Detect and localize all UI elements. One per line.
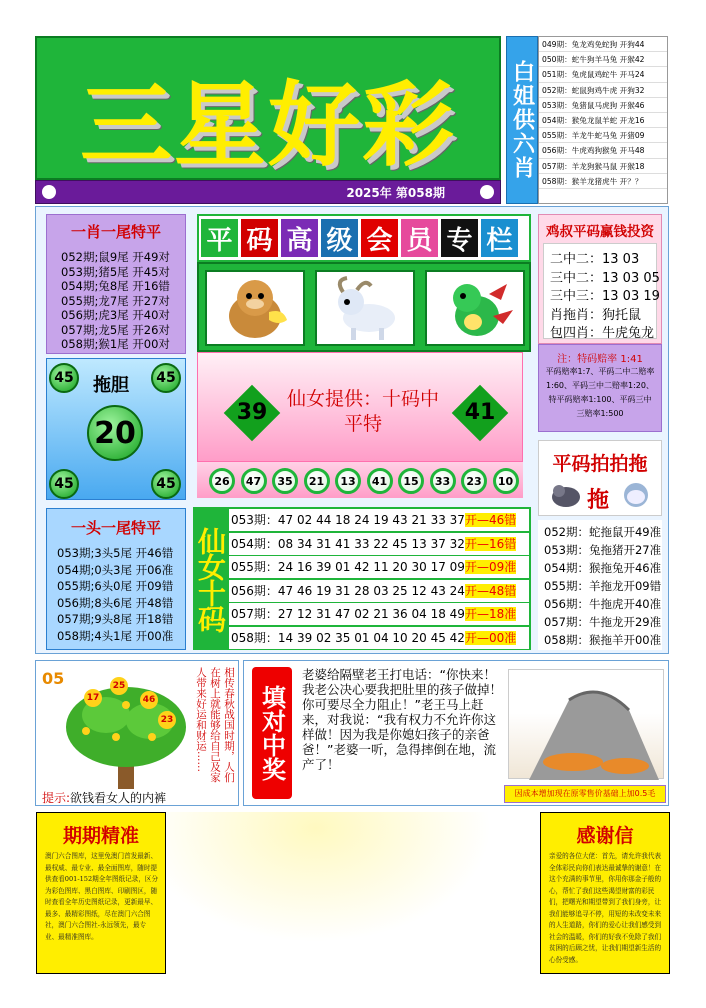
tuo-row: 055期：羊拖龙开09错 <box>544 579 662 593</box>
result-row: 049期：兔龙鸡免蛇狗 开狗44 <box>539 37 667 52</box>
xiannu-row <box>229 509 529 531</box>
footer-right-title: 感谢信 <box>576 825 634 847</box>
odds-panel <box>538 344 662 432</box>
tian-text: 填对中奖 <box>257 685 286 781</box>
money-tree-panel <box>35 660 239 806</box>
joke-panel <box>243 660 669 806</box>
number-ball: 26 <box>209 468 235 494</box>
dot-icon <box>42 185 56 199</box>
xiannu-row-result: 开—46错 <box>464 513 517 527</box>
tuo-word: 拖 <box>587 488 610 513</box>
dot-icon <box>480 185 494 199</box>
right-number: 41 <box>464 400 496 425</box>
number-ball: 45 <box>151 469 181 499</box>
yixiao-row: 056期;虎3尾 开40对 <box>61 308 170 322</box>
yixiao-row: 052期;鼠9尾 开49对 <box>61 250 170 264</box>
title-banner <box>35 36 501 180</box>
vip-char: 专 <box>441 219 478 257</box>
yixiao-row: 054期;兔8尾 开16错 <box>61 279 170 293</box>
footer-left-body: 澳门六合图库，这里免澳门首发最新、最权威、最专业、最全面图库，随时提供查看001-152期全年图纸记录，区分为彩色图库、黑白图库、印刷图区，随时查看全年历史图纸记录，更新最早、最多、最精彩图纸，尽在澳门六合图社，澳门六合图社-永远领先，最专业、最精准图库。 <box>45 852 159 941</box>
price-note: 因成本增加现在原零售价基础上加0.5毛 <box>504 785 666 803</box>
tree-ball: 25 <box>110 677 128 695</box>
money-tree-icon <box>56 675 196 795</box>
footer-left-panel <box>36 812 166 974</box>
hint-text: 欲钱看女人的内裤 <box>70 791 167 805</box>
dan-panel <box>46 358 186 500</box>
goat-icon <box>619 481 653 509</box>
tuo-list <box>538 520 662 650</box>
hint-label: 提示: <box>42 791 71 805</box>
xiannu-panel <box>197 352 523 462</box>
footer-left-title: 期期精准 <box>62 825 139 847</box>
xiannu-label-text: 仙女十码 <box>194 526 227 631</box>
tree-ball: 46 <box>140 691 158 709</box>
odds-body: 平码赔率1:7、平码二中二赔率1:60、平码三中二赔率1:20、特平码赔率1:100、平码三中三赔率1:500 <box>545 367 655 418</box>
xiannu-text: 仙女提供：十码中平特 <box>286 388 439 435</box>
vip-char: 码 <box>241 219 278 257</box>
tree-hint <box>42 789 166 806</box>
glow-decoration <box>166 812 540 974</box>
page-title: 三星好彩 <box>79 71 456 179</box>
yixiao-row: 058期;猴1尾 开00对 <box>61 337 170 351</box>
number-ball: 13 <box>335 468 361 494</box>
yitou-row: 057期;9头8尾 开18错 <box>57 612 174 626</box>
result-row: 056期：牛虎鸡狗猴兔 开马48 <box>539 143 667 158</box>
result-row: 050期：蛇牛狗羊马兔 开猴42 <box>539 52 667 67</box>
vip-banner <box>197 214 531 262</box>
jishu-row: 三中三：13 03 19 <box>550 289 660 304</box>
monkey-icon <box>549 481 583 509</box>
yixiao-panel <box>46 214 186 354</box>
tuo-row: 053期：兔拖猪开27准 <box>544 543 662 557</box>
xiannu-row-numbers: 058期：14 39 02 35 01 04 10 20 45 42 <box>231 630 465 645</box>
tree-ball: 17 <box>84 689 102 707</box>
issue-label: 2025年 第058期 <box>346 186 445 200</box>
xiannu-row-result: 开—48错 <box>464 583 517 598</box>
xiannu-row-numbers: 054期：08 34 31 41 33 22 45 13 37 32 <box>231 536 465 551</box>
tree-number: 05 <box>42 669 65 688</box>
xiannu-row <box>229 556 529 578</box>
xiannu-row <box>229 533 529 555</box>
result-row: 052期：蛇鼠狗鸡牛虎 开狗32 <box>539 83 667 98</box>
result-row: 057期：羊龙狗猴马鼠 开猴18 <box>539 159 667 174</box>
number-ball: 45 <box>49 363 79 393</box>
yitou-panel <box>46 508 186 650</box>
yitou-row: 053期;3头5尾 开46错 <box>57 546 174 560</box>
tree-poem: 相传春秋战国时期，人们在树上就能够给自己及家人带来好运和财运…… <box>195 667 235 783</box>
footer-right-body: 亲爱的各位大佬：首先，请允许我代表全体彩民向你们表达最诚挚的谢意！在这个充满的事节里，你用你那金子般的心，帮忙了我们这些渴望财富的彩民们，把曙光和期望带到了我们身旁，让我们能够追寻不停，用短的未改变未来的人生道路，你们的爱心让我们感受到社会的温暖，你们的好我不免除了我们贫困的后顾之忧，让我们期望新生活的心份受感。 <box>549 852 662 964</box>
zodiac-images <box>197 262 531 352</box>
xiannu-row-result: 开—16错 <box>464 536 517 551</box>
number-ball: 47 <box>241 468 267 494</box>
ten-balls-row <box>197 462 523 498</box>
yixiao-row: 053期;猪5尾 开45对 <box>61 264 170 279</box>
tiger-cliff-image <box>508 669 664 779</box>
jishu-row: 三中二：13 03 05 <box>550 270 660 286</box>
results-list <box>538 36 668 204</box>
odds-head: 注：特码赔率 1:41 <box>557 354 643 365</box>
tuo-row: 054期：猴拖兔开46准 <box>544 561 662 575</box>
tuo-row: 057期：牛拖龙开29准 <box>544 615 662 629</box>
yitou-row: 058期;4头1尾 开00准 <box>57 628 174 643</box>
number-ball: 45 <box>151 363 181 393</box>
result-row: 058期：猴羊龙猪虎牛 开？？ <box>539 174 667 189</box>
xiannu-row-numbers: 056期：47 46 19 31 28 03 25 12 43 24 <box>231 583 465 598</box>
number-ball: 23 <box>461 468 487 494</box>
tuo-row: 058期：猴拖羊开00准 <box>544 633 662 647</box>
xiannu-row-numbers: 057期：27 12 31 47 02 21 36 04 18 49 <box>231 607 465 621</box>
number-ball: 45 <box>49 469 79 499</box>
xiannu-row-numbers: 055期：24 16 39 01 42 11 20 30 17 09 <box>231 560 465 574</box>
xiannu-row-numbers: 053期：47 02 44 18 24 19 43 21 33 37 <box>231 513 465 527</box>
joke-text: 老婆给隔壁老王打电话：“你快来！我老公决心要我把肚里的孩子做掉！你可要尽全力阻止！”老王马上赶来，对我说：“我有权力不允许你这样做！因为我是你媳妇孩子的亲爸爸！”老婆一听，急得摔倒在地，流产了！ <box>302 667 503 772</box>
tuo-title: 平码拍拍拖 <box>552 453 648 475</box>
result-row: 054期：猴兔龙鼠羊蛇 开龙16 <box>539 113 667 128</box>
xiannu-label <box>193 507 227 650</box>
vip-char: 平 <box>201 219 238 257</box>
jishu-panel <box>538 214 662 344</box>
vip-char: 高 <box>281 219 318 257</box>
footer-right-panel <box>540 812 670 974</box>
yixiao-title: 一肖一尾特平 <box>70 223 161 241</box>
xiannu-row <box>229 580 529 602</box>
number-ball: 35 <box>272 468 298 494</box>
center-ball: 20 <box>87 405 143 461</box>
jishu-row: 二中二：13 03 <box>550 252 640 267</box>
yitou-row: 055期;6头0尾 开09错 <box>57 579 174 593</box>
vip-char: 级 <box>321 219 358 257</box>
xiannu-row <box>229 603 529 625</box>
xiannu-row <box>229 627 529 649</box>
result-row: 051期：兔虎鼠鸡蛇牛 开马24 <box>539 67 667 82</box>
tiger-icon <box>509 670 665 780</box>
vip-char: 栏 <box>481 219 518 257</box>
side-title-text: 白姐供六肖 <box>509 60 535 180</box>
tuo-row: 056期：牛拖虎开40准 <box>544 597 662 611</box>
dragon-icon <box>425 270 525 346</box>
number-ball: 41 <box>367 468 393 494</box>
yitou-row: 054期;0头3尾 开06准 <box>57 562 174 577</box>
jishu-row: 包四肖：牛虎兔龙 <box>550 326 655 341</box>
yixiao-row: 057期;龙5尾 开26对 <box>61 322 170 337</box>
number-ball: 33 <box>430 468 456 494</box>
jishu-list <box>543 243 660 341</box>
xiannu-row-result: 开—18准 <box>464 607 517 621</box>
jishu-title: 鸡叔平码赢钱投资 <box>546 224 654 240</box>
result-row: 055期：羊龙牛蛇马兔 开猪09 <box>539 128 667 143</box>
xiannu-table <box>227 507 531 650</box>
tuo-panel <box>538 440 662 516</box>
number-ball: 15 <box>398 468 424 494</box>
number-ball: 10 <box>493 468 519 494</box>
tuo-row: 052期：蛇拖鼠开49准 <box>544 525 662 539</box>
goat-icon <box>315 270 415 346</box>
vip-char: 员 <box>401 219 438 257</box>
result-row: 053期：兔猪鼠马虎狗 开猴46 <box>539 98 667 113</box>
left-number: 39 <box>236 400 268 425</box>
yitou-row: 056期;8头6尾 开48错 <box>57 595 174 610</box>
xiannu-row-result: 开—00准 <box>464 630 517 645</box>
yixiao-row: 055期;龙7尾 开27对 <box>61 293 170 308</box>
xiannu-row-result: 开—09准 <box>464 560 517 574</box>
jishu-row: 肖拖肖：狗托鼠 <box>550 307 642 323</box>
issue-bar <box>35 180 501 204</box>
yitou-title: 一头一尾特平 <box>70 519 161 537</box>
vip-char: 会 <box>361 219 398 257</box>
side-title <box>506 36 538 204</box>
tian-badge <box>252 667 292 799</box>
number-ball: 21 <box>304 468 330 494</box>
dan-label: 拖胆 <box>93 375 129 396</box>
monkey-icon <box>205 270 305 346</box>
tree-ball: 23 <box>158 711 176 729</box>
